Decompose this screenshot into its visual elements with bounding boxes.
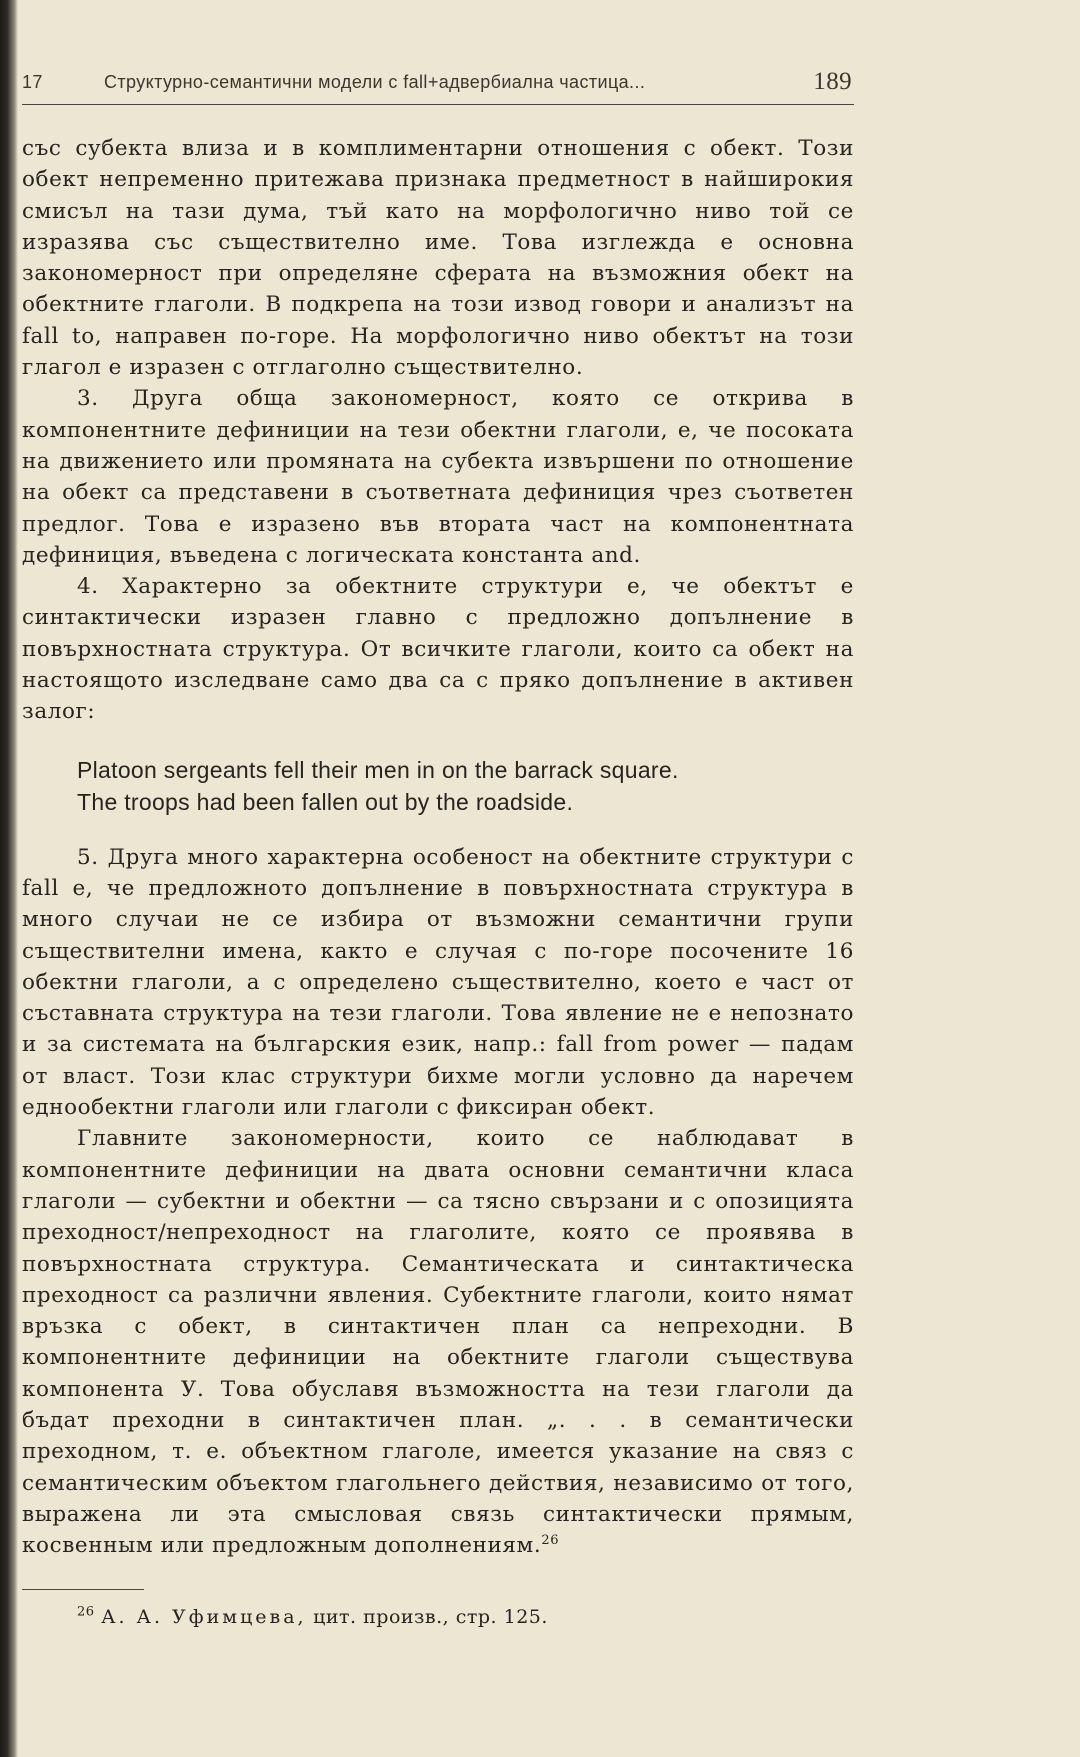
example-sentence: Platoon sergeants fell their men in on the barrack square. (77, 756, 679, 783)
footnote-reference: 26 (541, 1533, 560, 1549)
example-sentence: The troops had been fallen out by the roadside. (77, 788, 574, 815)
running-header (22, 70, 854, 104)
book-spine-shadow (0, 0, 18, 1757)
footnote-citation: цит. произв., стр. 125. (313, 1606, 548, 1629)
header-rule (22, 104, 854, 105)
paragraph-final-text: Главните закономерности, които се наблюдават в компонентните дефиниции на двата основни семантични класа глаголи — субектни и обектни — са тясно свързани и с опозицията преходност/непреходност на глаголите, която се проявява в повърхностната структура. Семантическата и синтактическа преходност са различни явления. Субектните глаголи, които нямат връзка с обект, в синтактичен план са непреходни. В компонентните дефиниции на обектните глаголи съществува компонента У. Това обуславя възможността на тези глаголи да бъдат преходни в синтактичен план. „. . . в семантически преходном, т. е. объектном глаголе, имеется указание на связ с семантическим объектом глагольнего действия, независимо от того, выражена ли эта смысловая связь синтактически прямым, косвенным или предложным дополнениям. (22, 1126, 854, 1559)
chapter-number: 17 (22, 72, 43, 92)
book-page (22, 70, 854, 1630)
footnote-rule (22, 1589, 144, 1590)
paragraph-3: 3. Друга обща закономерност, която се открива в компонентните дефиниции на тези обектни глаголи, е, че посоката на движението или промяната на субекта извършени по отношение на обект са представени в съответната дефиниция чрез съответен предлог. Това е изразено във втората част на компонентната дефиниция, въведена с логическата константа and. (22, 386, 854, 568)
running-title: Структурно-семантични модели с fall+адвербиална частица... (104, 72, 646, 92)
paragraph-5: 5. Друга много характерна особеност на обектните структури с fall е, че предложното допълнение в повърхностната структура в много случаи не се избира от възможни семантични групи съществителни имена, както е случая с по-горе посочените 16 обектни глаголи, а с определено съществително, което е част от съставната структура на тези глаголи. Това явление не е непознато и за системата на българския език, напр.: fall from power — падам от власт. Този клас структури бихме могли условно да наречем еднообектни глаголи или глаголи с фиксиран обект. (22, 844, 854, 1121)
paragraph-continued: със субекта влиза и в комплиментарни отношения с обект. Този обект непременно притежава признака предметност в найширокия смисъл на тази дума, тъй като на морфологично ниво той се изразява със съществително име. Това изглежда е основна закономерност при определяне сферата на възможния обект на обектните глаголи. В подкрепа на този извод говори и анализът на fall to, направен по-горе. На морфологично ниво обектът на този глагол е изразен с отглаголно съществително. (22, 136, 854, 381)
example-sentences (77, 754, 854, 818)
page-number: 189 (813, 68, 852, 95)
footnote (77, 1604, 854, 1630)
paragraph-4: 4. Характерно за обектните структури е, че обектът е синтактически изразен главно с предложно допълнение в повърхностната структура. От всичките глаголи, които са обект на настоящото изследване само два са с пряко допълнение в активен залог: (22, 574, 854, 725)
paragraph-final (22, 1123, 854, 1561)
footnote-author: А. А. Уфимцева, (101, 1606, 307, 1629)
footnote-number: 26 (77, 1605, 95, 1621)
